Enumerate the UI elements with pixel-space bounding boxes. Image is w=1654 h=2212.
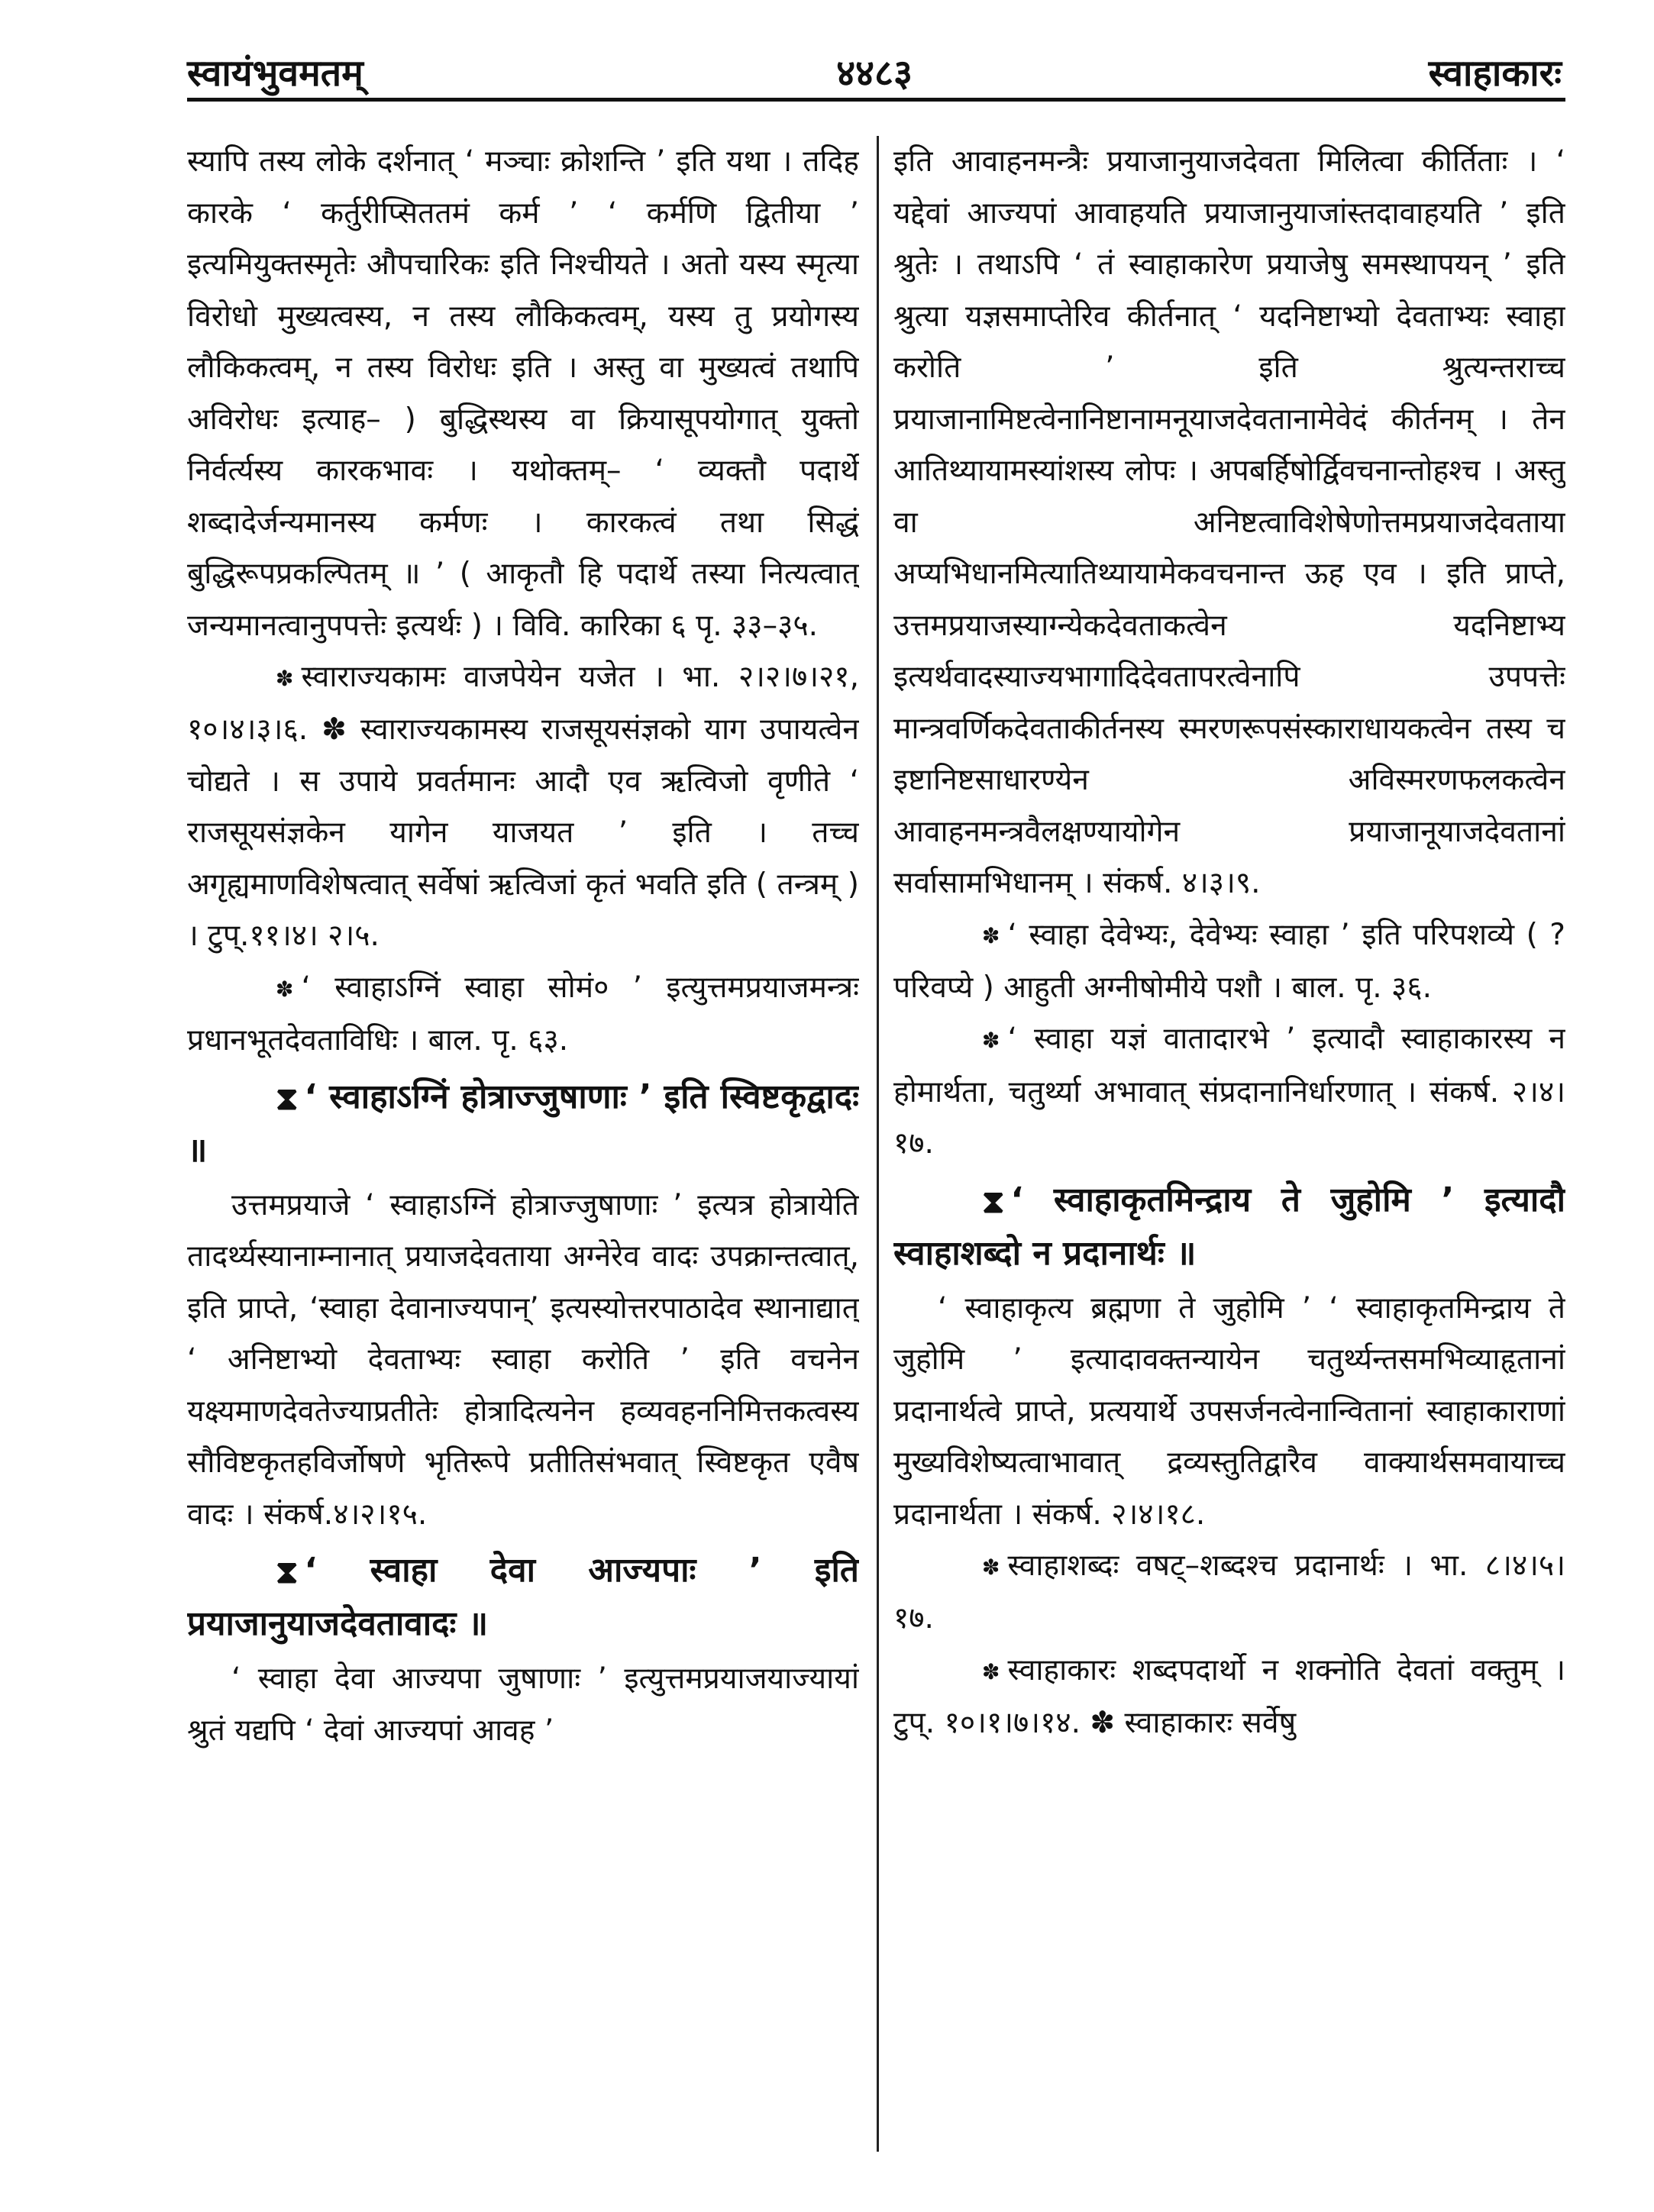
right-heading-svahakrtam	[893, 1174, 1565, 1280]
page-header	[187, 32, 1562, 93]
running-head-right: स्वाहाकारः	[1428, 52, 1562, 95]
right-entry-svaha-yajnam-text: ‘ स्वाहा यज्ञं वातादारभे ’ इत्यादौ स्वाहाकारस्य न होमार्थता, चतुर्थ्या अभावात् संप्रदानानिर्धारणात् । संकर्ष. २।४।१७.	[893, 1022, 1565, 1161]
right-entry-svahakara	[893, 1645, 1565, 1749]
left-paragraph-last: ‘ स्वाहा देवा आज्यपा जुषाणाः ’ इत्युत्तमप्रयाजयाज्यायां श्रुतं यद्यपि ‘ देवां आज्यपां आवह ’	[187, 1661, 859, 1748]
left-heading-prayaja	[187, 1545, 859, 1650]
left-heading-svishtakrit	[187, 1071, 859, 1177]
right-entry-svaha-devebhyah-text: ‘ स्वाहा देवेभ्यः, देवेभ्यः स्वाहा ’ इति परिपशव्ये ( ? परिवप्ये ) आहुती अग्नीषोमीये पशौ । बाल. पृ. ३६.	[893, 917, 1565, 1005]
asterisk-bullet-icon: ✽	[276, 665, 294, 691]
left-paragraph-uttama: उत्तमप्रयाजे ‘ स्वाहाऽग्निं होत्राज्जुषाणाः ’ इत्यत्र होत्रायेति तादर्थ्यस्यानाम्नानात् प्रयाजदेवताया अग्नेरेव वादः उपक्रान्तत्वात्, इति प्राप्ते, ‘स्वाहा देवानाज्यपान्’ इत्यस्योत्तरपाठादेव स्थानाद्यात् ‘ अनिष्टाभ्यो देवताभ्यः स्वाहा करोति ’ इति वचनेन यक्ष्यमाणदेवतेज्याप्रतीतेः होत्रादित्यनेन हव्यवहननिमित्तकत्वस्य सौविष्टकृतहविर्जोषणे भृतिरूपे प्रतीतिसंभवात् स्विष्टकृत एवैष वादः । संकर्ष.४।२।१५.	[187, 1187, 859, 1532]
right-entry-svahashabda-text: स्वाहाशब्दः वषट्–शब्दश्च प्रदानार्थः । भा. ८।४।५।१७.	[893, 1548, 1565, 1636]
right-entry-svahakara-text: स्वाहाकारः शब्दपदार्थो न शक्नोति देवतां वक्तुम् । टुप्. १०।१।७।१४. ✽ स्वाहाकारः सर्वेषु	[893, 1652, 1565, 1740]
asterisk-bullet-icon: ✽	[982, 1658, 1000, 1684]
asterisk-bullet-icon: ✽	[982, 1554, 1000, 1580]
asterisk-bullet-icon: ✽	[982, 1028, 1000, 1053]
right-entry-svaha-devebhyah	[893, 909, 1565, 1014]
asterisk-bullet-icon: ✽	[982, 923, 1000, 949]
right-heading-svahakrtam-text: ‘ स्वाहाकृतमिन्द्राय ते जुहोमि ’ इत्यादौ स्वाहाशब्दो न प्रदानार्थः ॥	[893, 1180, 1565, 1273]
hourglass-icon: ⧗	[276, 1079, 299, 1117]
asterisk-bullet-icon: ✽	[276, 976, 294, 1002]
left-column	[187, 136, 859, 2152]
left-heading-prayaja-text: ‘ स्वाहा देवा आज्यपाः ’ इति प्रयाजानुयाजदेवतावादः ॥	[187, 1551, 859, 1643]
right-entry-svaha-yajnam	[893, 1013, 1565, 1169]
right-column	[893, 136, 1565, 2152]
left-heading-svishtakrit-text: ‘ स्वाहाऽग्निं होत्राज्जुषाणाः ’ इति स्विष्टकृद्वादः ॥	[187, 1077, 859, 1170]
left-paragraph-1: स्यापि तस्य लोके दर्शनात् ‘ मञ्चाः क्रोशन्ति ’ इति यथा । तदिह कारके ‘ कर्तुरीप्सिततमं कर्म ’ ‘ कर्मणि द्वितीया ’ इत्यमियुक्तस्मृतेः औपचारिकः इति निश्चीयते । अतो यस्य स्मृत्या विरोधो मुख्यत्वस्य, न तस्य लौकिकत्वम्, यस्य तु प्रयोगस्य लौकिकत्वम्, न तस्य विरोधः इति । अस्तु वा मुख्यत्वं तथापि अविरोधः इत्याह– ) बुद्धिस्थस्य वा क्रियासूपयोगात् युक्तो निर्वर्त्यस्य कारकभावः । यथोक्तम्– ‘ व्यक्तौ पदार्थे शब्दादेर्जन्यमानस्य कर्मणः । कारकत्वं तथा सिद्धं बुद्धिरूपप्रकल्पितम् ॥ ’ ( आकृतौ हि पदार्थे तस्या नित्यत्वात् जन्यमानत्वानुपपत्तेः इत्यर्थः ) । विवि. कारिका ६ पृ. ३३–३५.	[187, 144, 859, 643]
hourglass-icon: ⧗	[276, 1553, 299, 1590]
right-entry-svahashabda	[893, 1540, 1565, 1645]
left-entry-svaha-agnim-text: ‘ स्वाहाऽग्निं स्वाहा सोमं० ’ इत्युत्तमप्रयाजमन्त्रः प्रधानभूतदेवताविधिः । बाल. पृ. ६३.	[187, 970, 859, 1058]
hourglass-icon: ⧗	[982, 1182, 1005, 1220]
right-paragraph-1: इति आवाहनमन्त्रैः प्रयाजानुयाजदेवता मिलित्वा कीर्तिताः । ‘ यद्देवां आज्यपां आवाहयति प्रयाजानुयाजांस्तदावाहयति ’ इति श्रुतेः । तथाऽपि ‘ तं स्वाहाकारेण प्रयाजेषु समस्थापयन् ’ इति श्रुत्या यज्ञसमाप्तेरिव कीर्तनात् ‘ यदनिष्टाभ्यो देवताभ्यः स्वाहा करोति ’ इति श्रुत्यन्तराच्च प्रयाजानामिष्टत्वेनानिष्टानामनूयाजदेवतानामेवेदं कीर्तनम् । तेन आतिथ्यायामस्यांशस्य लोपः । अपबर्हिषोर्द्विवचनान्तोहश्च । अस्तु वा अनिष्टत्वाविशेषेणोत्तमप्रयाजदेवताया अप्यभिधानमित्यातिथ्यायामेकवचनान्त ऊह एव । इति प्राप्ते, उत्तमप्रयाजस्याग्न्येकदेवताकत्वेन यदनिष्टाभ्य इत्यर्थवादस्याज्यभागादिदेवतापरत्वेनापि उपपत्तेः मान्त्रवर्णिकदेवताकीर्तनस्य स्मरणरूपसंस्काराधायकत्वेन तस्य च इष्टानिष्टसाधारण्येन अविस्मरणफलकत्वेन आवाहनमन्त्रवैलक्षण्यायोगेन प्रयाजानूयाजदेवतानां सर्वासामभिधानम् । संकर्ष. ४।३।९.	[893, 144, 1565, 900]
left-entry-svarajya	[187, 651, 859, 962]
left-entry-svaha-agnim	[187, 962, 859, 1067]
left-entry-svarajya-text: स्वाराज्यकामः वाजपेयेन यजेत । भा. २।२।७।२१, १०।४।३।६. ✽ स्वाराज्यकामस्य राजसूयसंज्ञको याग उपायत्वेन चोद्यते । स उपाये प्रवर्तमानः आदौ एव ऋत्विजो वृणीते ‘ राजसूयसंज्ञकेन यागेन याजयत ’ इति । तच्च अगृह्यमाणविशेषत्वात् सर्वेषां ऋत्विजां कृतं भवति इति ( तन्त्रम् ) । टुप्.११।४। २।५.	[187, 660, 859, 954]
running-head-left: स्वायंभुवमतम्	[187, 52, 363, 95]
header-rule	[187, 98, 1565, 102]
column-divider	[877, 136, 879, 2152]
right-paragraph-svahakrtya: ‘ स्वाहाकृत्य ब्रह्मणा ते जुहोमि ’ ‘ स्वाहाकृतमिन्द्राय ते जुहोमि ’ इत्यादावक्तन्यायेन चतुर्थ्यन्तसमभिव्याहृतानां प्रदानार्थत्वे प्राप्ते, प्रत्ययार्थे उपसर्जनत्वेनान्वितानां स्वाहाकाराणां मुख्यविशेष्यत्वाभावात् द्रव्यस्तुतिद्वारैव वाक्यार्थसमवायाच्च प्रदानार्थता । संकर्ष. २।४।१८.	[893, 1290, 1565, 1532]
page-number: ४४८३	[836, 52, 913, 95]
